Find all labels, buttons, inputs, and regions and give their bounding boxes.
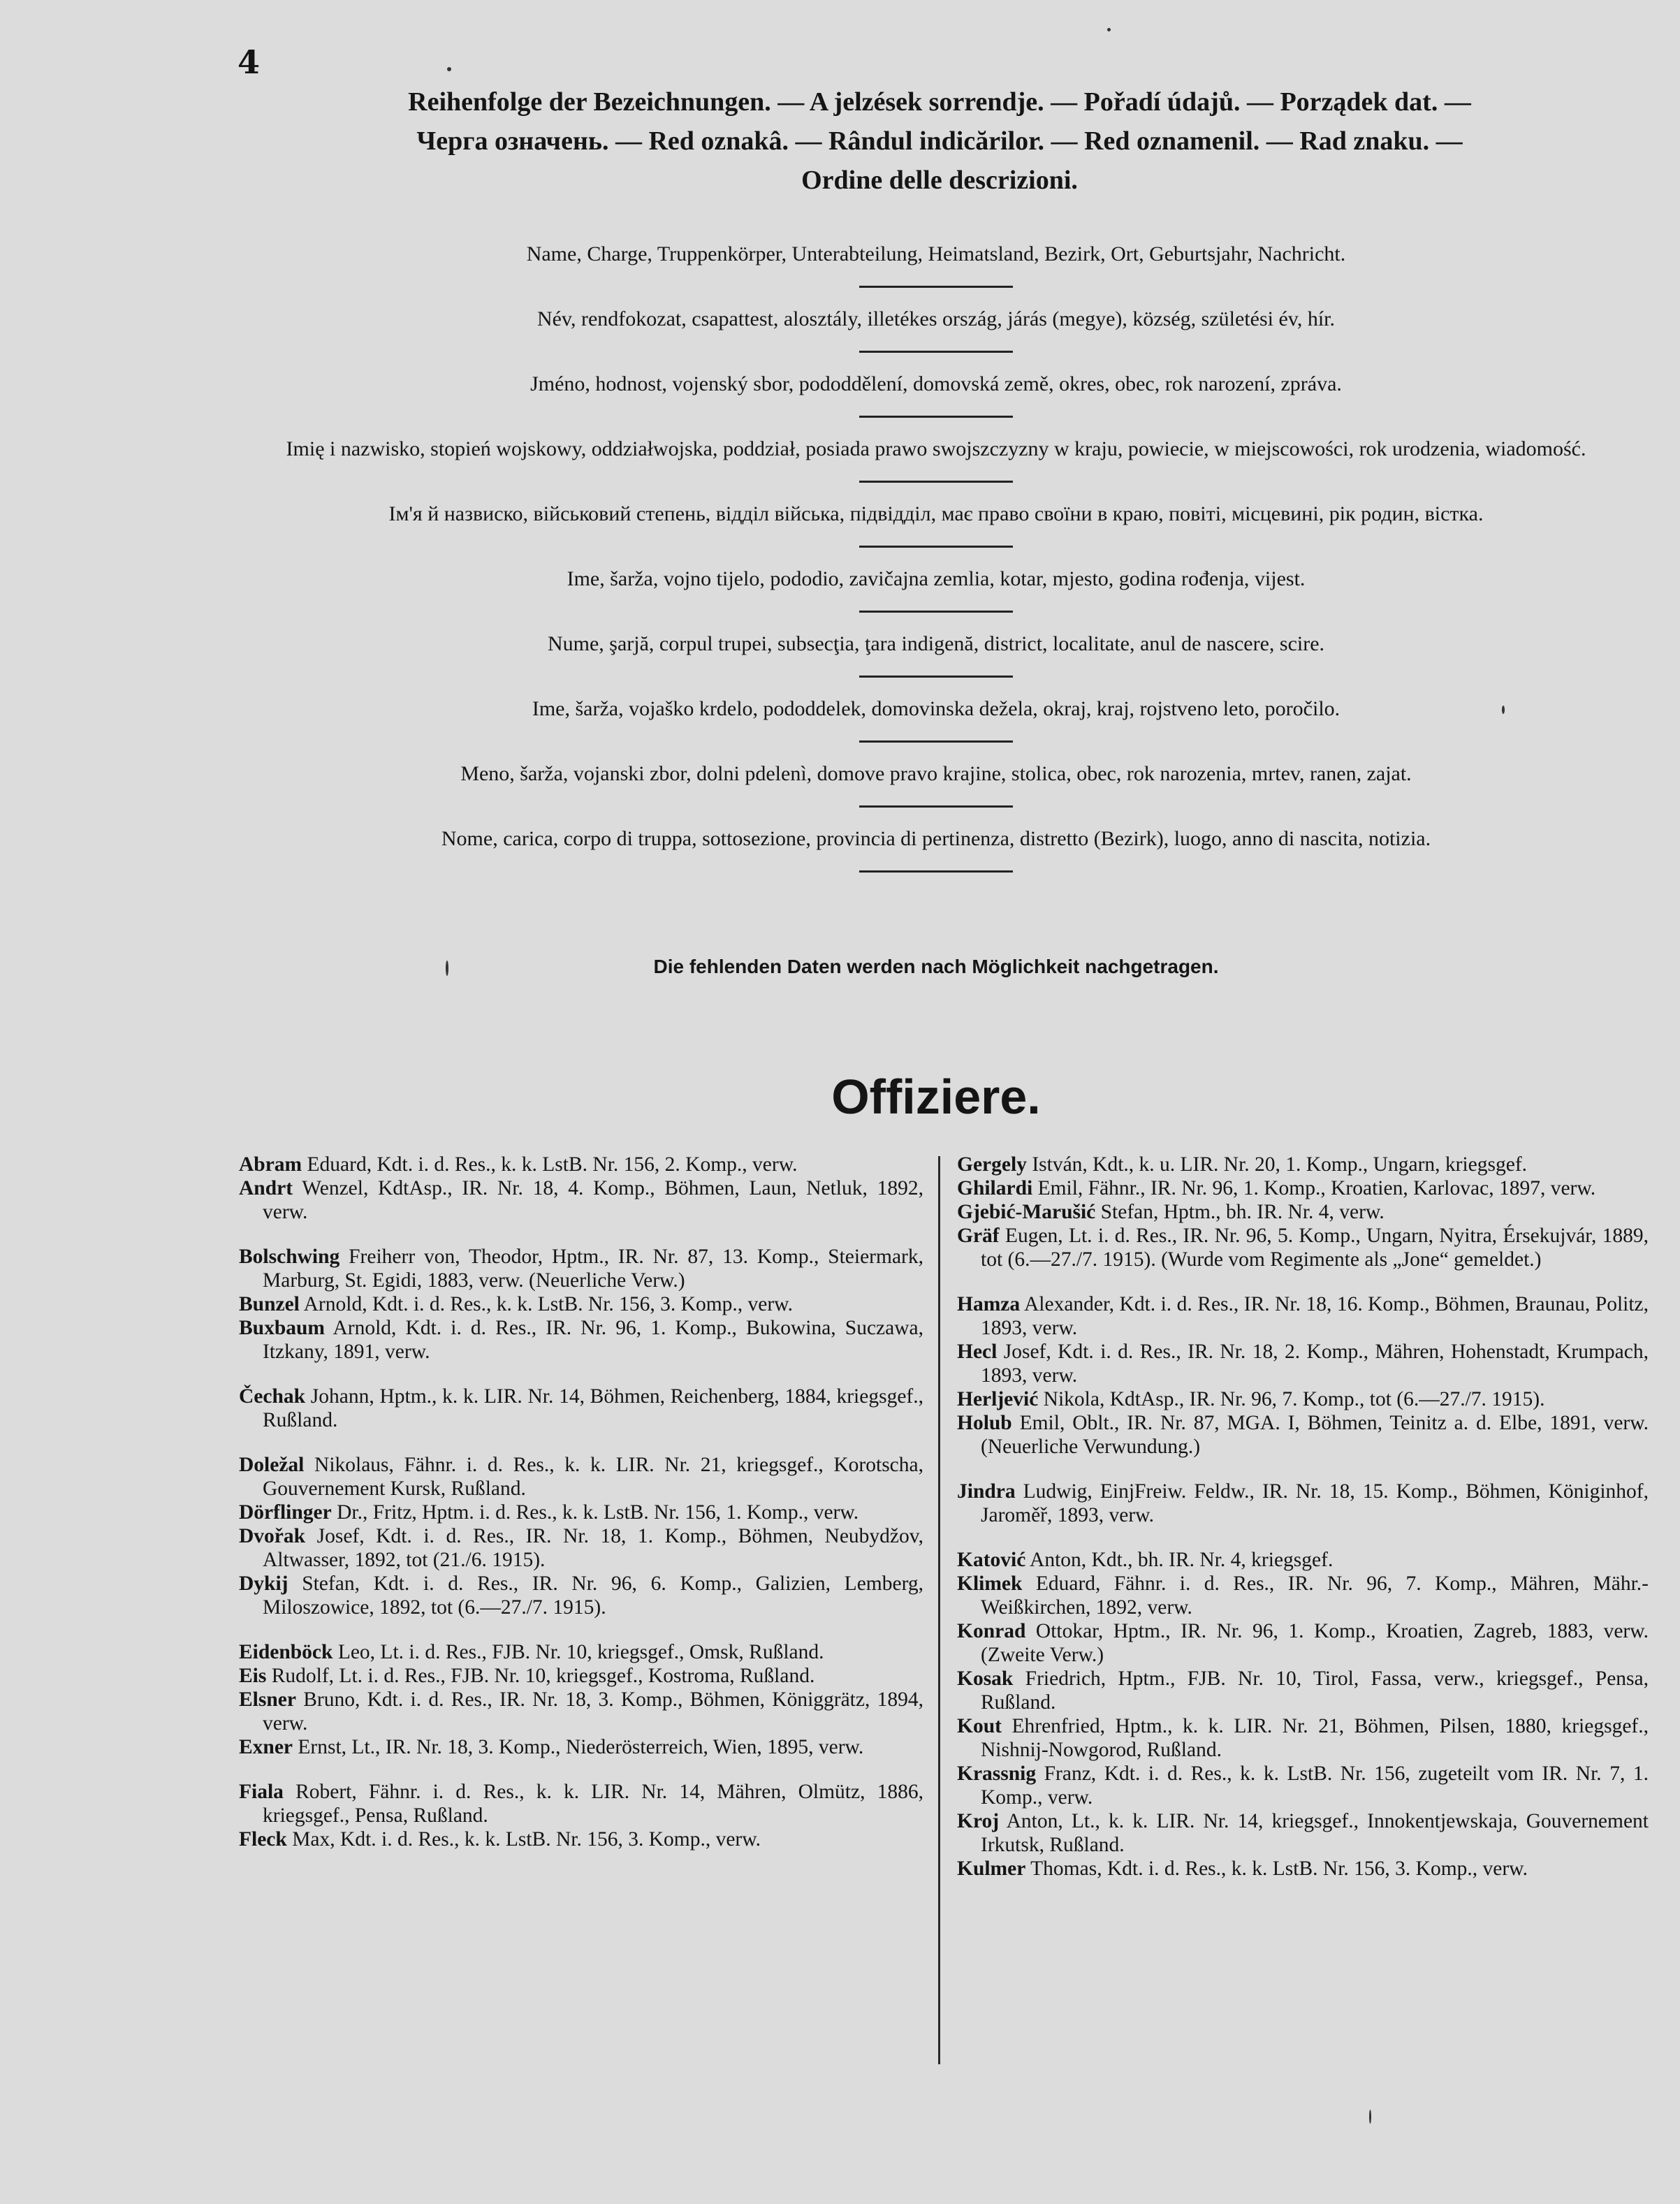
- officer-surname: Hecl: [957, 1341, 998, 1363]
- officer-surname: Kosak: [957, 1667, 1014, 1690]
- separator: [859, 870, 1013, 873]
- officer-surname: Eis: [239, 1665, 267, 1687]
- field-order-slovenian: Ime, šarža, vojaško krdelo, pododdelek, domovinska dežela, okraj, kraj, rojstveno leto, poročilo.: [532, 697, 1341, 720]
- officer-details: Ehrenfried, Hptm., k. k. LIR. Nr. 21, Böhmen, Pilsen, 1880, kriegsgef., Nishnij-Nowgorod, Rußland.: [981, 1715, 1649, 1761]
- officer-details: Eugen, Lt. i. d. Res., IR. Nr. 96, 5. Komp., Ungarn, Nyitra, Érsekujvár, 1889, tot (6.—27./7. 1915). (Wurde vom Regimente als „Jone“ gemeldet.): [981, 1225, 1649, 1271]
- officer-entry: [239, 1385, 923, 1432]
- print-speck: [1369, 2110, 1371, 2124]
- officer-surname: Hamza: [957, 1293, 1021, 1315]
- officer-details: Rudolf, Lt. i. d. Res., FJB. Nr. 10, kriegsgef., Kostroma, Rußland.: [266, 1665, 815, 1687]
- officer-details: Leo, Lt. i. d. Res., FJB. Nr. 10, kriegsgef., Omsk, Rußland.: [333, 1641, 824, 1663]
- officer-entry: [239, 1572, 923, 1619]
- field-order-romanian: Nume, şarjă, corpul trupei, subsecţia, ţara indigenă, district, localitate, anul de nascere, scire.: [547, 632, 1325, 655]
- officer-entry: [239, 1524, 923, 1572]
- order-heading-line-3: Ordine delle descrizioni.: [801, 166, 1078, 195]
- officer-details: Dr., Fritz, Hptm. i. d. Res., k. k. LstB. Nr. 156, 1. Komp., verw.: [331, 1501, 859, 1524]
- officer-entry: [239, 1292, 923, 1316]
- print-speck: [446, 961, 448, 976]
- field-order-list: [238, 241, 1635, 891]
- officer-entry: [957, 1572, 1649, 1619]
- officer-list-left-column: [239, 1153, 923, 1851]
- order-heading: [241, 82, 1638, 200]
- officer-entry: [239, 1640, 923, 1664]
- officer-entry: [957, 1714, 1649, 1762]
- officer-surname: Dörflinger: [239, 1501, 332, 1524]
- officer-details: Anton, Lt., k. k. LIR. Nr. 14, kriegsgef., Innokentjewskaja, Gouvernement Irkutsk, Rußland.: [981, 1810, 1649, 1856]
- officer-entry: [239, 1735, 923, 1759]
- officer-details: Ludwig, EinjFreiw. Feldw., IR. Nr. 18, 15. Komp., Böhmen, Königinhof, Jaroměř, 1893, verw.: [981, 1480, 1649, 1526]
- officer-entry: [239, 1316, 923, 1364]
- officer-details: István, Kdt., k. u. LIR. Nr. 20, 1. Komp., Ungarn, kriegsgef.: [1026, 1153, 1528, 1176]
- officer-details: Ottokar, Hptm., IR. Nr. 96, 1. Komp., Kroatien, Zagreb, 1883, verw. (Zweite Verw.): [981, 1620, 1649, 1666]
- officer-details: Freiherr von, Theodor, Hptm., IR. Nr. 87, 13. Komp., Steiermark, Marburg, St. Egidi, 1883, verw. (Neuerliche Verw.): [263, 1246, 923, 1292]
- officer-details: Nikolaus, Fähnr. i. d. Res., k. k. LIR. Nr. 21, kriegsgef., Korotscha, Gouvernement Kursk, Rußland.: [263, 1454, 923, 1500]
- officer-list-right-column: [957, 1153, 1649, 1881]
- print-speck: [1107, 28, 1111, 31]
- officer-entry: [957, 1809, 1649, 1857]
- officer-details: Max, Kdt. i. d. Res., k. k. LstB. Nr. 156, 3. Komp., verw.: [286, 1828, 761, 1851]
- separator: [859, 481, 1013, 483]
- separator: [859, 416, 1013, 418]
- officer-details: Johann, Hptm., k. k. LIR. Nr. 14, Böhmen, Reichenberg, 1884, kriegsgef., Rußland.: [263, 1385, 923, 1431]
- section-title: Offiziere.: [831, 1070, 1041, 1124]
- order-heading-line-2: Черга означень. — Red oznakâ. — Rândul indicărilor. — Red oznamenil. — Rad znaku. —: [416, 126, 1463, 156]
- officer-entry: [239, 1664, 923, 1688]
- officer-surname: Buxbaum: [239, 1317, 325, 1339]
- officer-surname: Kulmer: [957, 1858, 1026, 1880]
- field-order-croatian: Ime, šarža, vojno tijelo, pododio, zavičajna zemlia, kotar, mjesto, godina rođenja, vijest.: [567, 567, 1306, 590]
- officer-surname: Katović: [957, 1549, 1026, 1571]
- officer-details: Wenzel, KdtAsp., IR. Nr. 18, 4. Komp., Böhmen, Laun, Netluk, 1892, verw.: [263, 1177, 923, 1223]
- officer-surname: Doležal: [239, 1454, 305, 1476]
- officer-surname: Konrad: [957, 1620, 1026, 1642]
- field-order-polish: Imię i nazwisko, stopień wojskowy, oddziałwojska, poddział, posiada prawo swojszczyzny w kraju, powiecie, w miejscowości, rok urodzenia, wiadomość.: [286, 437, 1586, 460]
- separator: [859, 611, 1013, 613]
- officer-details: Anton, Kdt., bh. IR. Nr. 4, kriegsgef.: [1025, 1549, 1334, 1571]
- officer-details: Robert, Fähnr. i. d. Res., k. k. LIR. Nr. 14, Mähren, Olmütz, 1886, kriegsgef., Pensa, Rußland.: [263, 1781, 923, 1827]
- officer-entry: [239, 1827, 923, 1851]
- officer-surname: Bunzel: [239, 1293, 300, 1315]
- officer-details: Josef, Kdt. i. d. Res., IR. Nr. 18, 2. Komp., Mähren, Hohenstadt, Krumpach, 1893, verw.: [981, 1341, 1649, 1387]
- officer-surname: Klimek: [957, 1572, 1023, 1595]
- officer-details: Bruno, Kdt. i. d. Res., IR. Nr. 18, 3. Komp., Böhmen, Königgrätz, 1894, verw.: [263, 1688, 923, 1735]
- officer-details: Arnold, Kdt. i. d. Res., IR. Nr. 96, 1. Komp., Bukowina, Suczawa, Itzkany, 1891, verw.: [263, 1317, 923, 1363]
- officer-details: Eduard, Fähnr. i. d. Res., IR. Nr. 96, 7. Komp., Mähren, Mähr.-Weißkirchen, 1892, verw.: [981, 1572, 1649, 1619]
- officer-entry: [957, 1340, 1649, 1387]
- field-order-german: Name, Charge, Truppenkörper, Unterabteilung, Heimatsland, Bezirk, Ort, Geburtsjahr, Nachricht.: [526, 242, 1346, 265]
- officer-entry: [957, 1480, 1649, 1527]
- officer-surname: Krassnig: [957, 1763, 1037, 1785]
- officer-surname: Jindra: [957, 1480, 1016, 1503]
- field-order-czech: Jméno, hodnost, vojenský sbor, pododdělení, domovská země, okres, obec, rok narození, zpráva.: [530, 372, 1342, 395]
- separator: [859, 805, 1013, 808]
- officer-entry: [957, 1667, 1649, 1714]
- print-speck: [447, 67, 451, 71]
- order-heading-line-1: Reihenfolge der Bezeichnungen. — A jelzések sorrendje. — Pořadí údajů. — Porządek dat. —: [408, 87, 1471, 117]
- officer-details: Franz, Kdt. i. d. Res., k. k. LstB. Nr. 156, zugeteilt vom IR. Nr. 7, 1. Komp., verw.: [981, 1763, 1649, 1809]
- officer-entry: [957, 1619, 1649, 1667]
- officer-surname: Gergely: [957, 1153, 1027, 1176]
- officer-surname: Gjebić-Marušić: [957, 1201, 1096, 1223]
- officer-details: Eduard, Kdt. i. d. Res., k. k. LstB. Nr. 156, 2. Komp., verw.: [302, 1153, 798, 1176]
- officer-details: Ernst, Lt., IR. Nr. 18, 3. Komp., Niederösterreich, Wien, 1895, verw.: [293, 1736, 864, 1758]
- officer-details: Arnold, Kdt. i. d. Res., k. k. LstB. Nr. 156, 3. Komp., verw.: [299, 1293, 793, 1315]
- officer-entry: [957, 1292, 1649, 1340]
- officer-surname: Andrt: [239, 1177, 293, 1199]
- officer-surname: Elsner: [239, 1688, 296, 1711]
- officer-entry: [957, 1387, 1649, 1411]
- officer-entry: [957, 1224, 1649, 1271]
- field-order-italian: Nome, carica, corpo di truppa, sottosezione, provincia di pertinenza, distretto (Bezirk), luogo, anno di nascita, notizia.: [441, 827, 1431, 850]
- officer-details: Alexander, Kdt. i. d. Res., IR. Nr. 18, 16. Komp., Böhmen, Braunau, Politz, 1893, verw.: [981, 1293, 1649, 1339]
- officer-surname: Fiala: [239, 1781, 284, 1803]
- officer-surname: Eidenböck: [239, 1641, 333, 1663]
- officer-entry: [957, 1411, 1649, 1459]
- officer-entry: [239, 1453, 923, 1501]
- page-number: 4: [238, 43, 261, 81]
- field-order-slovak: Meno, šarža, vojanski zbor, dolni pdelenì, domove pravo krajine, stolica, obec, rok narozenia, mrtev, ranen, zajat.: [460, 762, 1412, 785]
- officer-surname: Dykij: [239, 1572, 288, 1595]
- officer-surname: Fleck: [239, 1828, 287, 1851]
- officer-entry: [957, 1548, 1649, 1572]
- officer-surname: Bolschwing: [239, 1246, 340, 1268]
- officer-surname: Ghilardi: [957, 1177, 1033, 1199]
- officer-details: Stefan, Hptm., bh. IR. Nr. 4, verw.: [1095, 1201, 1385, 1223]
- officer-details: Stefan, Kdt. i. d. Res., IR. Nr. 96, 6. Komp., Galizien, Lemberg, Miloszowice, 1892, tot (6.—27./7. 1915).: [263, 1572, 923, 1619]
- officer-entry: [957, 1153, 1649, 1176]
- separator: [859, 546, 1013, 548]
- officer-entry: [239, 1176, 923, 1224]
- officer-surname: Exner: [239, 1736, 293, 1758]
- officer-entry: [957, 1857, 1649, 1881]
- officer-entry: [957, 1200, 1649, 1224]
- missing-data-note: Die fehlenden Daten werden nach Möglichkeit nachgetragen.: [653, 956, 1219, 977]
- officer-entry: [239, 1501, 923, 1524]
- officer-entry: [239, 1780, 923, 1827]
- officer-surname: Holub: [957, 1412, 1012, 1434]
- officer-surname: Gräf: [957, 1225, 1000, 1247]
- officer-entry: [239, 1245, 923, 1292]
- officer-details: Thomas, Kdt. i. d. Res., k. k. LstB. Nr. 156, 3. Komp., verw.: [1025, 1858, 1528, 1880]
- officer-entry: [957, 1762, 1649, 1809]
- officer-details: Josef, Kdt. i. d. Res., IR. Nr. 18, 1. Komp., Böhmen, Neubydžov, Altwasser, 1892, tot (21./6. 1915).: [263, 1525, 923, 1571]
- officer-entry: [239, 1153, 923, 1176]
- officer-details: Nikola, KdtAsp., IR. Nr. 96, 7. Komp., tot (6.—27./7. 1915).: [1038, 1388, 1545, 1410]
- separator: [859, 351, 1013, 353]
- officer-surname: Herljević: [957, 1388, 1039, 1410]
- officer-surname: Čechak: [239, 1385, 306, 1408]
- separator: [859, 740, 1013, 743]
- print-speck: [1502, 706, 1505, 714]
- officer-surname: Kroj: [957, 1810, 1000, 1832]
- officer-surname: Dvořak: [239, 1525, 306, 1547]
- officer-entry: [957, 1176, 1649, 1200]
- field-order-ruthenian: Ім'я й назвиско, військовий степень, відділ війська, підвідділ, має право своїни в краю, повіті, місцевині, рік родин, вістка.: [388, 502, 1484, 525]
- officer-surname: Abram: [239, 1153, 302, 1176]
- officer-details: Emil, Fähnr., IR. Nr. 96, 1. Komp., Kroatien, Karlovac, 1897, verw.: [1032, 1177, 1596, 1199]
- officer-details: Emil, Oblt., IR. Nr. 87, MGA. I, Böhmen, Teinitz a. d. Elbe, 1891, verw. (Neuerliche Verwundung.): [981, 1412, 1649, 1458]
- column-divider: [938, 1156, 940, 2064]
- separator: [859, 286, 1013, 288]
- officer-entry: [239, 1688, 923, 1735]
- field-order-hungarian: Név, rendfokozat, csapattest, alosztály, illetékes ország, járás (megye), község, születési év, hír.: [536, 307, 1336, 330]
- separator: [859, 676, 1013, 678]
- officer-surname: Kout: [957, 1715, 1002, 1737]
- officer-details: Friedrich, Hptm., FJB. Nr. 10, Tirol, Fassa, verw., kriegsgef., Pensa, Rußland.: [981, 1667, 1649, 1714]
